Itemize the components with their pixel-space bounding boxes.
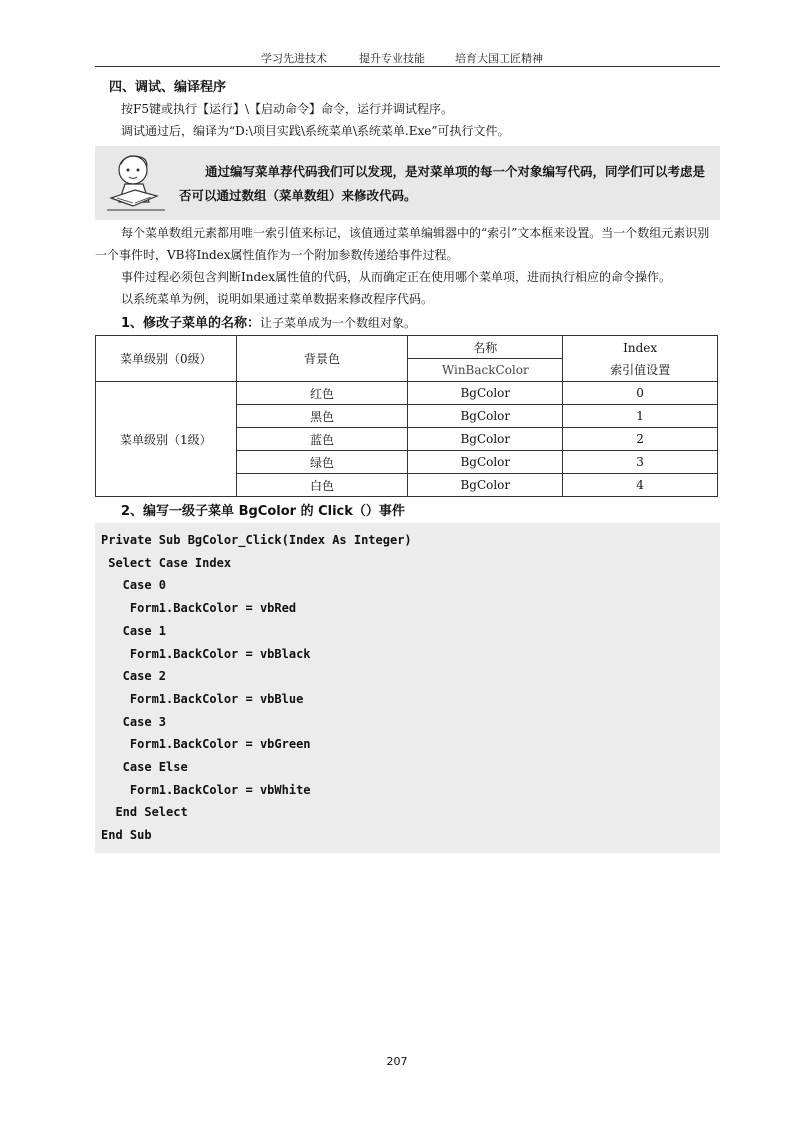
paragraph-example: 以系统菜单为例，说明如果通过菜单数据来修改程序代码。 <box>121 292 434 306</box>
name-cell: BgColor <box>408 451 563 474</box>
student-reading-icon <box>103 148 179 218</box>
code-line: Case 3 <box>101 714 167 729</box>
header-name: 名称 <box>408 336 563 359</box>
code-line: End Select <box>101 805 188 820</box>
code-line: End Sub <box>101 828 152 843</box>
name-cell: BgColor <box>408 405 563 428</box>
code-line: Case 2 <box>101 669 167 684</box>
index-cell: 3 <box>563 451 718 474</box>
code-line: Private Sub BgColor_Click(Index As Integer) <box>101 533 412 547</box>
code-line: Form1.BackColor = vbBlue <box>101 691 304 706</box>
paragraph-event: 事件过程必须包含判断Index属性值的代码，从而确定正在使用哪个菜单项，进而执行相应的命令操作。 <box>121 270 672 284</box>
code-line: Select Case Index <box>101 555 232 570</box>
color-cell: 绿色 <box>236 451 408 474</box>
step-2-label: 2、编写一级子菜单 BgColor 的 Click（）事件 <box>121 504 405 519</box>
name-cell: BgColor <box>408 382 563 405</box>
code-block <box>95 523 720 853</box>
header-index-setting: 索引值设置 <box>610 362 671 377</box>
page-header <box>95 46 720 67</box>
table-header-row <box>96 336 718 359</box>
code-line: Form1.BackColor = vbGreen <box>101 737 311 752</box>
color-cell: 黑色 <box>236 405 408 428</box>
paragraph-compile: 调试通过后，编译为“D:\项目实践\系统菜单\系统菜单.Exe”可执行文件。 <box>121 124 510 138</box>
code-line: Form1.BackColor = vbRed <box>101 601 297 616</box>
page-number: 207 <box>386 1055 408 1068</box>
table-row <box>96 382 718 405</box>
code-line: Case 1 <box>101 623 167 638</box>
level1-cell: 菜单级别（1级） <box>96 382 237 497</box>
header-item-1: 学习先进技术 <box>261 52 327 65</box>
index-cell: 1 <box>563 405 718 428</box>
header-name-value: WinBackColor <box>408 359 563 382</box>
header-index <box>563 336 718 382</box>
header-index-label: Index <box>623 340 658 355</box>
code-line: Form1.BackColor = vbWhite <box>101 782 311 797</box>
color-cell: 白色 <box>236 474 408 497</box>
page-content <box>95 72 720 853</box>
code-line: Case 0 <box>101 578 167 593</box>
paragraph-run: 按F5键或执行【运行】\【启动命令】命令，运行并调试程序。 <box>121 102 454 116</box>
header-bgcolor: 背景色 <box>236 336 408 382</box>
name-cell: BgColor <box>408 474 563 497</box>
index-cell: 4 <box>563 474 718 497</box>
tip-text: 通过编写菜单荐代码我们可以发现，是对菜单项的每一个对象编写代码，同学们可以考虑是否可以通过数组（菜单数组）来修改代码。 <box>179 164 706 203</box>
color-cell: 红色 <box>236 382 408 405</box>
name-cell: BgColor <box>408 428 563 451</box>
section-title: 四、调试、编译程序 <box>109 80 227 95</box>
code-line: Form1.BackColor = vbBlack <box>101 646 311 661</box>
tip-box <box>95 146 720 220</box>
step-1-label: 1、修改子菜单的名称： <box>121 316 261 331</box>
step-1 <box>121 312 720 331</box>
step-1-desc: 让子菜单成为一个数组对象。 <box>260 316 417 330</box>
header-item-2: 提升专业技能 <box>359 52 425 65</box>
header-level0: 菜单级别（0级） <box>96 336 237 382</box>
header-item-3: 培育大国工匠精神 <box>455 52 543 65</box>
menu-array-table <box>95 335 718 497</box>
color-cell: 蓝色 <box>236 428 408 451</box>
paragraph-index: 每个菜单数组元素都用唯一索引值来标记，该值通过菜单编辑器中的“索引”文本框来设置。当一个数组元素识别一个事件时，VB将Index属性值作为一个附加参数传递给事件过程。 <box>95 226 710 262</box>
step-2 <box>121 500 720 519</box>
index-cell: 2 <box>563 428 718 451</box>
index-cell: 0 <box>563 382 718 405</box>
code-line: Case Else <box>101 760 188 775</box>
